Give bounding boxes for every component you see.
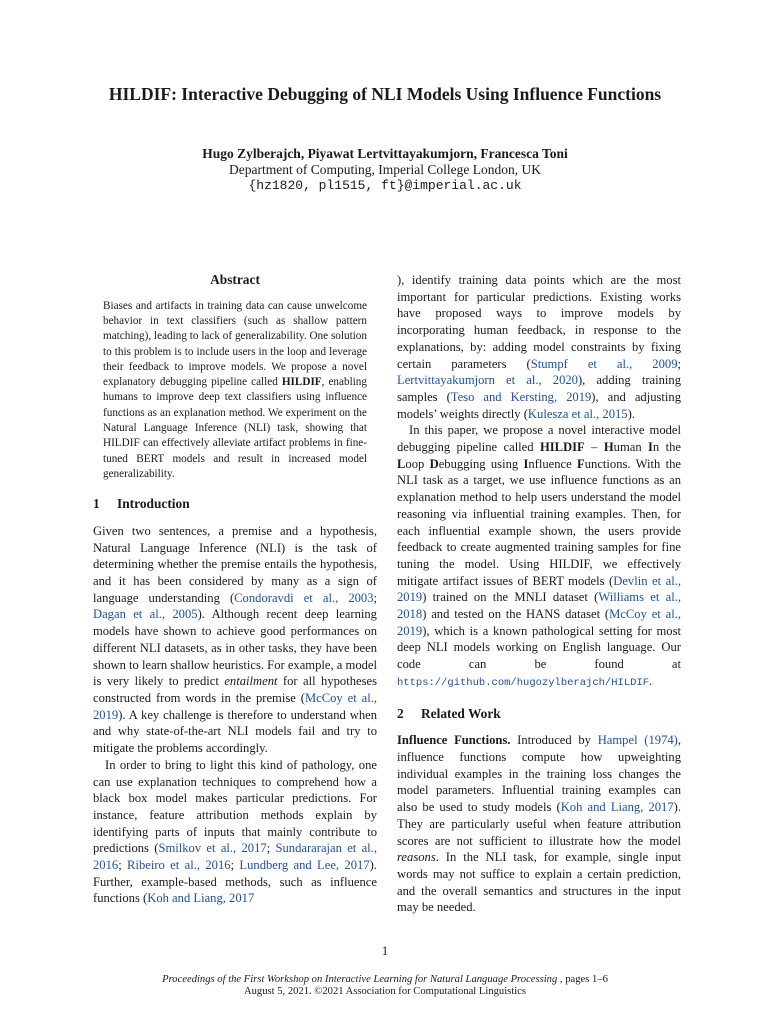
pipeline-name: HILDIF [539, 440, 585, 455]
venue-name: Proceedings of the First Workshop on Interactive Learning for Natural Language Processing [162, 974, 558, 985]
affiliation: Department of Computing, Imperial College London, UK [229, 162, 541, 177]
intro-paragraph-2: In order to bring to light this kind of pathology, one can use explanation techniques to comprehend how a black box model makes particular predictions. For instance, feature attribution methods explain by identifying parts of inputs that mainly contribute to predictions (Smilkov et al., 2017; Sundararajan et al., 2016; Ribeiro et al., 2016; Lundberg and Lee, 2017). Further, example-based methods, such as influence functions (Koh and Liang, 2017 [93, 757, 377, 906]
abstract-text: Biases and artifacts in training data can cause unwelcome behavior in text classifiers (such as shallow pattern matching), leading to lack of generalizability. One solution to this problem is to include users in the loop and leverage their feedback to improve models. We propose a novel explanatory debugging pipeline called HILDIF, enabling humans to improve deep text classifiers using influence functions as an explanation method. We experiment on the Natural Language Inference (NLI) task, showing that HILDIF can effectively alleviate artifact problems in fine-tuned BERT models and result in increased model generalizability. [103, 299, 367, 480]
citation-link[interactable]: Hampel (1974) [597, 733, 678, 748]
section-heading-related-work: 2 Related Work [397, 705, 501, 721]
citation-link[interactable]: Dagan et al., 2005 [93, 607, 198, 622]
page-footer: Proceedings of the First Workshop on Interactive Learning for Natural Language Processing , pages 1–6 August 5, 2021. ©2021 Association for Computational Linguistics [0, 974, 770, 998]
citation-link[interactable]: McCoy et al., 2019 [397, 607, 682, 638]
citation-link[interactable]: Stumpf et al., 2009 [530, 356, 678, 371]
citation-link[interactable]: Devlin et al., 2019 [397, 573, 681, 605]
intro-paragraph-2-continued: ), identify training data points which are the most important for particular predictions. Existing works have proposed ways to improve models by incorporating human feedback, in response to the explanations, by: adding model constraints by fixing certain parameters (Stumpf et al., 2009; Lertvittayakumjorn et al., 2020), adding training samples (Teso and Kersting, 2019), and adjusting models’ weights directly (Kulesza et al., 2015). [397, 273, 682, 421]
citation-link[interactable]: Williams et al., 2018 [397, 590, 681, 622]
left-column [93, 272, 377, 907]
citation-link[interactable]: Koh and Liang, 2017 [560, 800, 674, 815]
citation-link[interactable]: Kulesza et al., 2015 [527, 406, 628, 421]
citation-link[interactable]: Sundararajan et al., 2016 [93, 841, 377, 873]
citation-link[interactable]: McCoy et al., 2019 [93, 691, 377, 722]
author-emails: {hz1820, pl1515, ft}@imperial.ac.uk [248, 178, 522, 193]
paper-title: HILDIF: Interactive Debugging of NLI Models Using Influence Functions [108, 84, 662, 104]
citation-link[interactable]: Condoravdi et al., 2003 [234, 590, 374, 605]
abstract-heading: Abstract [210, 272, 260, 287]
pipeline-name: HILDIF [281, 376, 322, 389]
citation-link[interactable]: Smilkov et al., 2017 [158, 841, 267, 856]
code-repository-link[interactable]: https://github.com/hugozylberajch/HILDIF [397, 676, 650, 689]
citation-link[interactable]: Teso and Kersting, 2019 [450, 389, 592, 404]
right-column [397, 272, 681, 916]
page-number: 1 [381, 944, 389, 958]
intro-paragraph-3: In this paper, we propose a novel interactive model debugging pipeline called HILDIF – Human In the Loop Debugging using Influence Functions. With the NLI task as a target, we use influence functions as an explanation method to help users understand the model reasoning via influential training examples. Then, for each influential example shown, the users provide feedback to create augmented training samples for fine tuning the model. Using HILDIF, we effectively mitigate artifact issues of BERT models (Devlin et al., 2019) trained on the MNLI dataset (Williams et al., 2018) and tested on the HANS dataset (McCoy et al., 2019), which is a known pathological setting for most deep NLI models working on English language. Our code can be found at https://github.com/hugozylberajch/HILDIF. [397, 423, 682, 689]
citation-link[interactable]: Lundberg and Lee, 2017 [239, 858, 370, 873]
citation-link[interactable]: Ribeiro et al., 2016 [127, 858, 231, 873]
related-work-paragraph: Influence Functions. Introduced by Hampel (1974), influence functions compute how upweighting individual examples in the training loss changes the model parameters. Influential training examples can also be used to study models (Koh and Liang, 2017). They are particularly useful when feature attribution scores are not sufficient to illustrate how the model reasons. In the NLI task, for example, single input words may not suffice to explain a certain prediction, and the overall semantics and structures in the input may be needed. [397, 733, 682, 915]
paragraph-lead: Influence Functions. [397, 733, 511, 748]
copyright-line: August 5, 2021. ©2021 Association for Computational Linguistics [243, 986, 526, 997]
author-list: Hugo Zylberajch, Piyawat Lertvittayakumjorn, Francesca Toni [202, 146, 568, 161]
intro-paragraph-1: Given two sentences, a premise and a hypothesis, Natural Language Inference (NLI) is the task of determining whether the premise entails the hypothesis, and it has been considered by many as a sign of language understanding (Condoravdi et al., 2003; Dagan et al., 2005). Although recent deep learning models have shown to achieve good performances on different NLI datasets, as in other tasks, they have been shown to learn shallow heuristics. For example, a model is very likely to predict entailment for all hypotheses constructed from words in the premise (McCoy et al., 2019). A key challenge is therefore to understand when and why state-of-the-art NLI models fail and try to mitigate the problems accordingly. [93, 523, 378, 756]
section-heading-introduction: 1 Introduction [93, 496, 190, 512]
citation-link[interactable]: Lertvittayakumjorn et al., 2020 [397, 373, 578, 388]
citation-link[interactable]: Koh and Liang, 2017 [147, 891, 255, 906]
